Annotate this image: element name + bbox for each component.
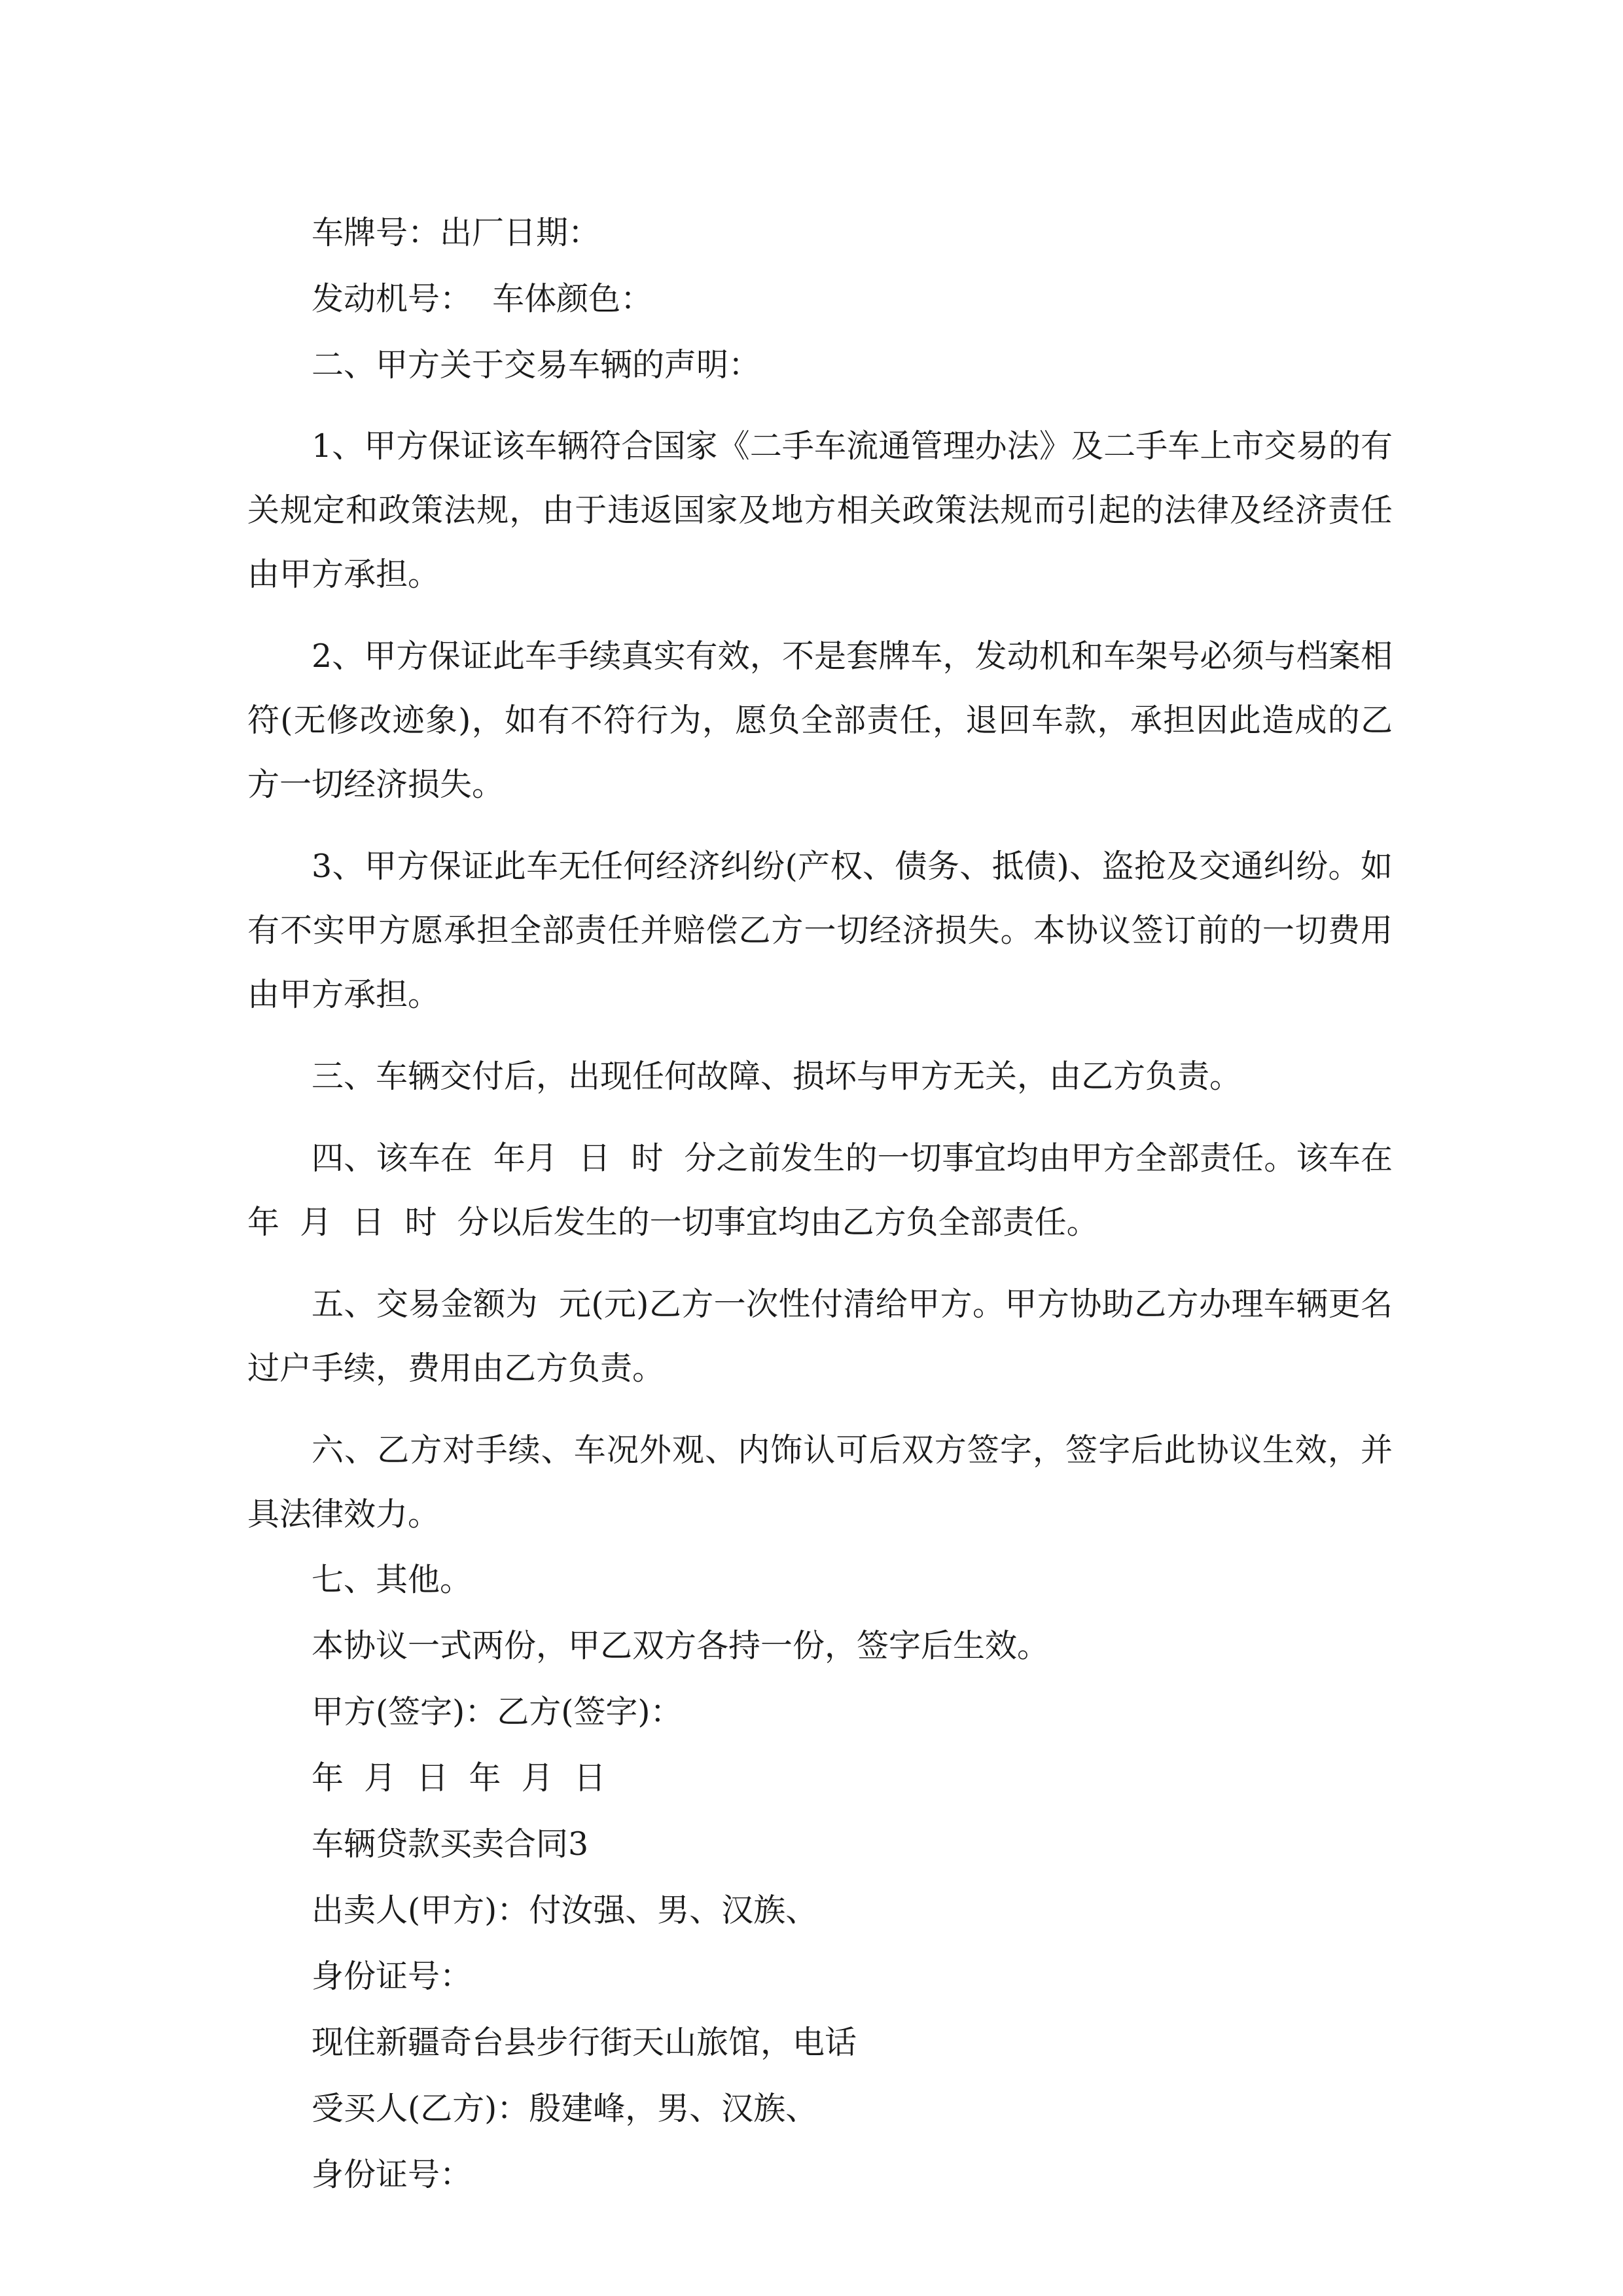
clause-1: 1、甲方保证该车辆符合国家《二手车流通管理办法》及二手车上市交易的有关规定和政策法规，由于违返国家及地方相关政策法规而引起的法律及经济责任由甲方承担。 bbox=[247, 427, 1393, 593]
section-six: 六、乙方对手续、车况外观、内饰认可后双方签字，签字后此协议生效，并具法律效力。 bbox=[247, 1431, 1393, 1533]
section-two-heading: 二、甲方关于交易车辆的声明： bbox=[312, 346, 761, 384]
section-three: 三、车辆交付后，出现任何故障、损坏与甲方无关，由乙方负责。 bbox=[312, 1058, 1242, 1095]
plate-and-date-line: 车牌号：出厂日期： bbox=[312, 214, 601, 251]
document-body bbox=[247, 200, 1414, 2208]
signature-line: 甲方(签字)：乙方(签字)： bbox=[312, 1693, 683, 1731]
seller-id-line: 身份证号： bbox=[312, 1958, 473, 1995]
buyer-line: 受买人(乙方)：殷建峰，男、汉族、 bbox=[312, 2090, 818, 2127]
section-five: 五、交易金额为 元(元)乙方一次性付清给甲方。甲方协助乙方办理车辆更名过户手续，费用由乙方负责。 bbox=[247, 1285, 1393, 1387]
engine-and-color-line: 发动机号： 车体颜色： bbox=[312, 280, 653, 317]
clause-2: 2、甲方保证此车手续真实有效，不是套牌车，发动机和车架号必须与档案相符(无修改迹象)，如有不符行为，愿负全部责任，退回车款，承担因此造成的乙方一切经济损失。 bbox=[247, 637, 1393, 803]
seller-line: 出卖人(甲方)：付汝强、男、汉族、 bbox=[312, 1892, 818, 1929]
date-line: 年 月 日 年 月 日 bbox=[312, 1759, 606, 1797]
buyer-id-line: 身份证号： bbox=[312, 2156, 473, 2193]
section-four: 四、该车在 年月 日 时 分之前发生的一切事宜均由甲方全部责任。该车在 年 月 日 时 分以后发生的一切事宜均由乙方负全部责任。 bbox=[247, 1139, 1414, 1241]
copies-statement: 本协议一式两份，甲乙双方各持一份，签字后生效。 bbox=[312, 1627, 1050, 1664]
clause-3: 3、甲方保证此车无任何经济纠纷(产权、债务、抵债)、盗抢及交通纠纷。如有不实甲方愿承担全部责任并赔偿乙方一切经济损失。本协议签订前的一切费用由甲方承担。 bbox=[247, 848, 1393, 1013]
contract-title: 车辆贷款买卖合同3 bbox=[312, 1825, 589, 1863]
seller-address-line: 现住新疆奇台县步行街天山旅馆，电话 bbox=[312, 2024, 857, 2061]
section-seven: 七、其他。 bbox=[312, 1561, 473, 1598]
